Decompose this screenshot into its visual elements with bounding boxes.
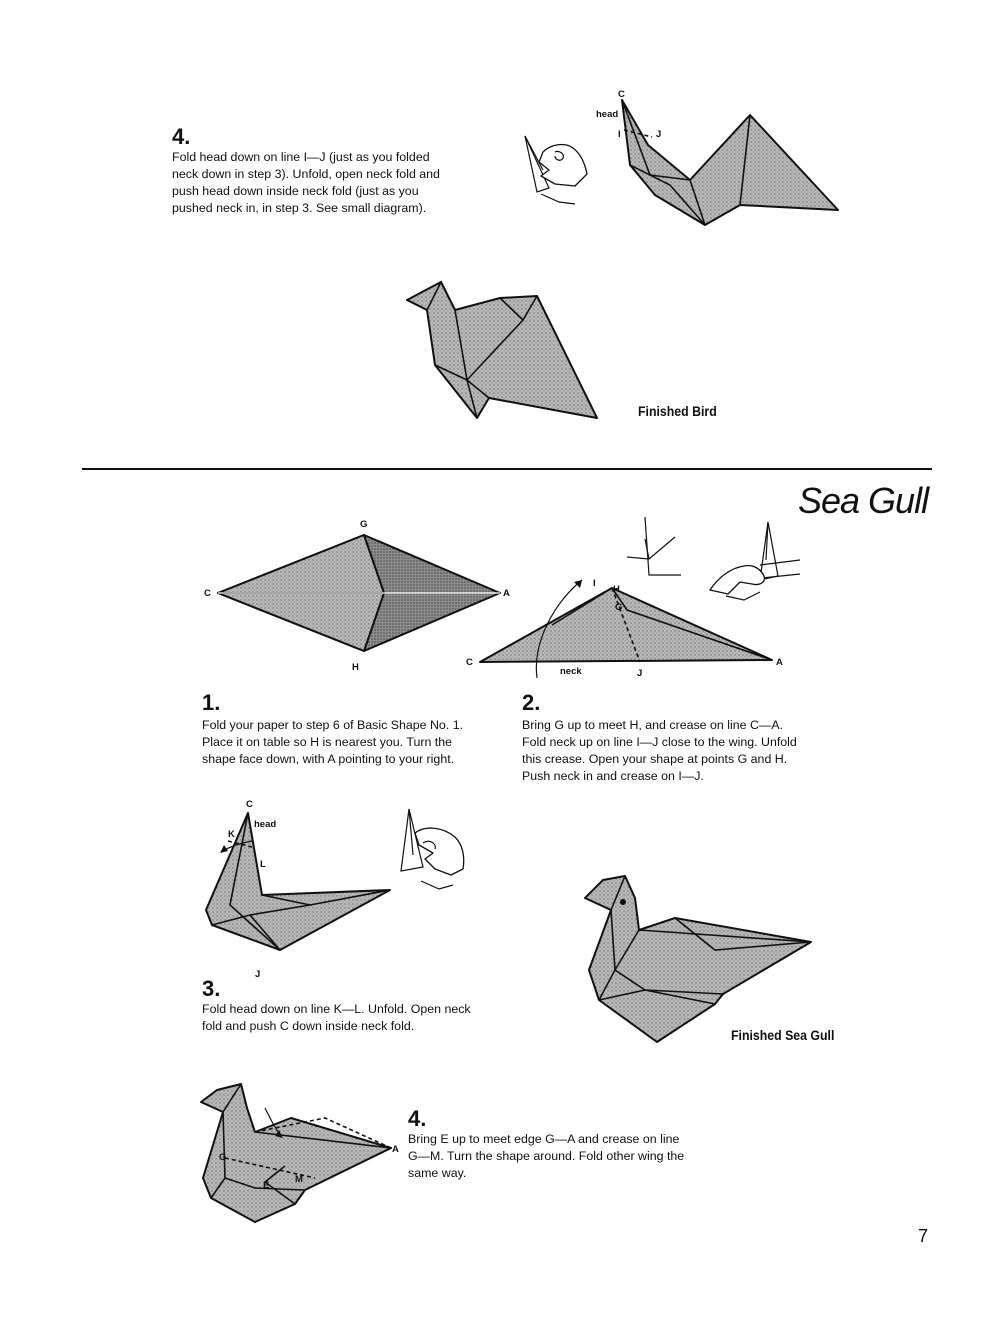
step2-label-j: J [637, 668, 643, 679]
step2-label-g: G [615, 602, 623, 613]
bird-step4-text: Fold head down on line I—J (just as you folded neck down in step 3). Unfold, open neck fold and push head down inside neck fold (just as you pushed neck in, in step 3. See small diagram). [172, 150, 440, 215]
step3-label-k: K [228, 829, 235, 840]
finished-sea-gull-caption: Finished Sea Gull [731, 1027, 835, 1043]
bird-label-i: I [618, 129, 621, 140]
step2-number: 2. [522, 690, 541, 715]
step1-label-g: G [360, 519, 368, 530]
step2-label-neck: neck [560, 666, 582, 677]
step3-label-c: C [246, 799, 253, 810]
step2-label-i: I [593, 578, 596, 589]
bird-step4-number: 4. [172, 124, 191, 149]
bird-label-c: C [618, 89, 625, 100]
step4-number: 4. [408, 1106, 427, 1131]
step4-diagram [195, 1078, 405, 1228]
step3-label-j: J [255, 969, 261, 980]
bird-step4-hand-diagram [515, 130, 595, 210]
step1-label-h: H [352, 662, 359, 673]
bird-label-head: head [596, 109, 619, 120]
step2-label-c: C [466, 657, 473, 668]
finished-sea-gull-diagram [575, 870, 820, 1050]
step4-label-a: A [392, 1144, 399, 1155]
step4-label-g: G [219, 1152, 227, 1163]
step2-neck-sketch [625, 515, 695, 580]
step3-label-head: head [254, 819, 277, 830]
step1-label-c: C [204, 588, 211, 599]
step4-label-e: E [263, 1180, 270, 1191]
step2-text: Bring G up to meet H, and crease on line C—A. Fold neck up on line I—J close to the wing. Unfold this crease. Open your shape at points G and H. Push neck in and crease on I—J. [522, 718, 797, 783]
step2-label-h: H [613, 584, 620, 595]
finished-bird-diagram [405, 280, 605, 420]
section-title: Sea Gull [798, 480, 929, 521]
section-divider [82, 468, 932, 470]
step1-label-a: A [503, 588, 510, 599]
step3-text: Fold head down on line K—L. Unfold. Open neck fold and push C down inside neck fold. [202, 1002, 471, 1033]
step1-text: Fold your paper to step 6 of Basic Shape No. 1. Place it on table so H is nearest you. Turn the shape face down, with A pointing to your right. [202, 718, 464, 766]
step4-label-m: M [295, 1174, 303, 1185]
finished-bird-caption: Finished Bird [638, 403, 717, 419]
step2-label-a: A [776, 657, 783, 668]
step3-hand-sketch [395, 805, 475, 895]
bird-step4-diagram [590, 85, 850, 230]
step3-diagram [200, 795, 400, 980]
page-number: 7 [918, 1226, 929, 1246]
bird-label-j: J [656, 129, 662, 140]
step4-text: Bring E up to meet edge G—A and crease on line G—M. Turn the shape around. Fold other wing the same way. [408, 1132, 685, 1180]
step3-label-l: L [260, 859, 266, 870]
step2-hand-sketch [700, 520, 805, 605]
step1-number: 1. [202, 690, 221, 715]
step3-number: 3. [202, 976, 221, 1001]
